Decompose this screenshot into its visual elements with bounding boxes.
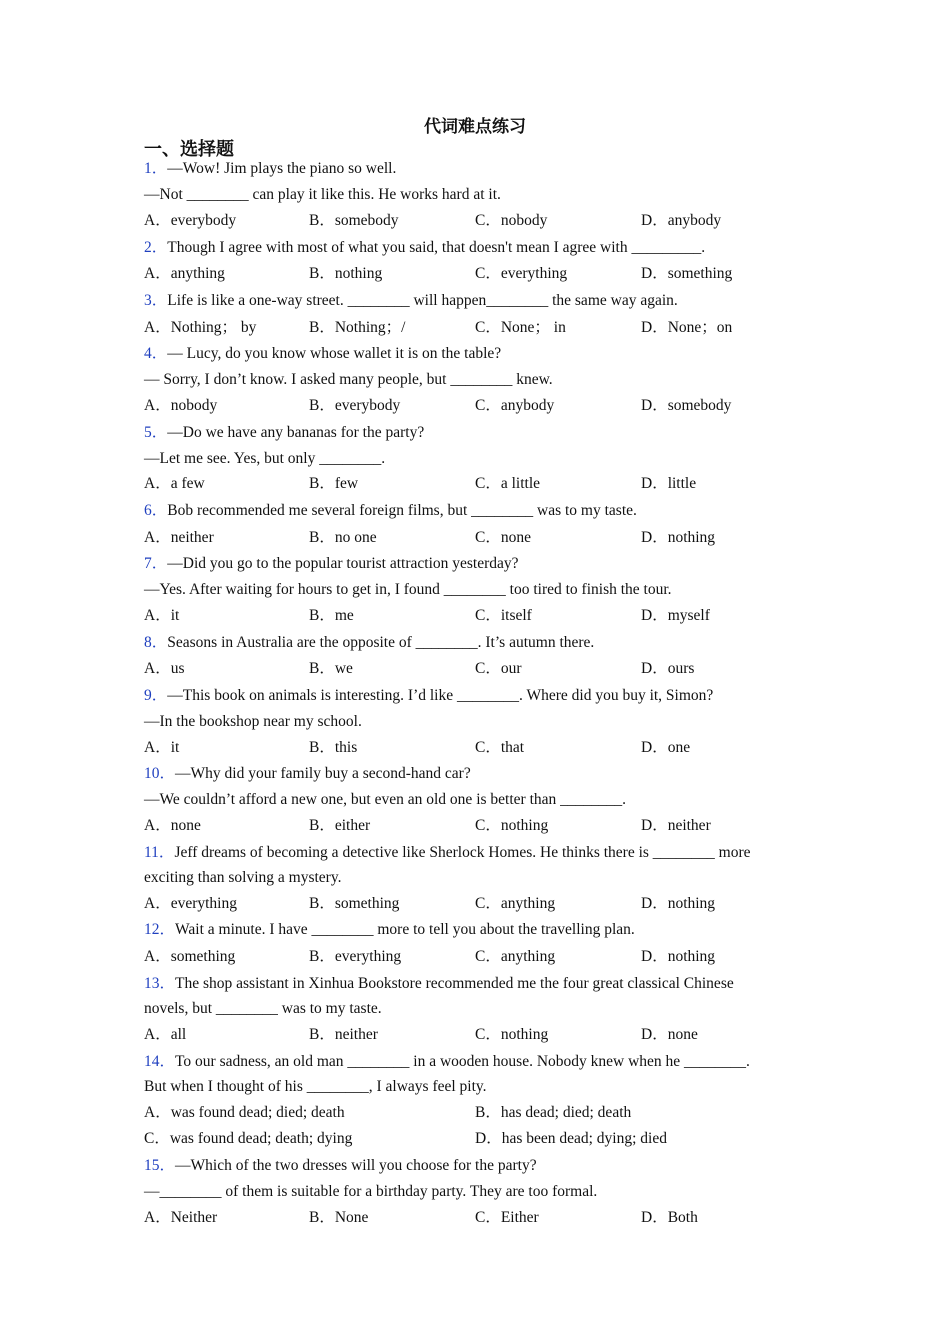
option-b[interactable]: B．we — [309, 660, 353, 677]
question-stem: 13．The shop assistant in Xinhua Bookstore recommended me the four great classical Chinese — [144, 975, 734, 992]
option-a[interactable]: A．Nothing； by — [144, 319, 257, 336]
question-number: 8． — [144, 634, 168, 651]
question-stem: 1．—Wow! Jim plays the piano so well. — [144, 160, 397, 177]
question-stem: 11．Jeff dreams of becoming a detective like Sherlock Homes. He thinks there is ________ more — [144, 844, 751, 861]
question-line: —Not ________ can play it like this. He works hard at it. — [144, 186, 501, 203]
question-stem: 3．Life is like a one-way street. ________ will happen________ the same way again. — [144, 292, 678, 309]
option-c[interactable]: C．nothing — [475, 1026, 549, 1043]
option-c[interactable]: C．None； in — [475, 319, 566, 336]
option-b[interactable]: B．no one — [309, 529, 377, 546]
question-line: exciting than solving a mystery. — [144, 869, 342, 886]
option-d[interactable]: D．nothing — [641, 948, 716, 965]
option-b[interactable]: B．me — [309, 607, 354, 624]
option-c[interactable]: C．everything — [475, 265, 568, 282]
option-a[interactable]: A．all — [144, 1026, 187, 1043]
question-stem: 10．—Why did your family buy a second-hand car? — [144, 765, 471, 782]
question-stem: 2．Though I agree with most of what you said, that doesn't mean I agree with _________. — [144, 239, 706, 256]
question-stem: 9．—This book on animals is interesting. I’d like ________. Where did you buy it, Simon? — [144, 687, 714, 704]
section-heading: 一、选择题 — [144, 139, 234, 159]
option-b[interactable]: B．neither — [309, 1026, 378, 1043]
option-b[interactable]: B．None — [309, 1209, 369, 1226]
question-stem: 14．To our sadness, an old man ________ in a wooden house. Nobody knew when he ________. — [144, 1053, 750, 1070]
option-b[interactable]: B．nothing — [309, 265, 383, 282]
option-b[interactable]: B．everything — [309, 948, 402, 965]
option-d[interactable]: D．ours — [641, 660, 695, 677]
option-d[interactable]: D．nothing — [641, 895, 716, 912]
question-number: 1． — [144, 160, 168, 177]
question-number: 6． — [144, 502, 168, 519]
option-d[interactable]: D．little — [641, 475, 697, 492]
option-d[interactable]: D．something — [641, 265, 733, 282]
option-c[interactable]: C．anything — [475, 895, 556, 912]
option-c[interactable]: C．a little — [475, 475, 541, 492]
option-c[interactable]: C．itself — [475, 607, 532, 624]
option-c[interactable]: C．anything — [475, 948, 556, 965]
question-number: 5． — [144, 424, 168, 441]
option-d[interactable]: D．one — [641, 739, 691, 756]
option-a[interactable]: A．Neither — [144, 1209, 218, 1226]
option-d[interactable]: D．neither — [641, 817, 711, 834]
question-number: 10． — [144, 765, 176, 782]
option-d[interactable]: D．has been dead; dying; died — [475, 1130, 667, 1147]
question-line: But when I thought of his ________, I always feel pity. — [144, 1078, 487, 1095]
option-d[interactable]: D．myself — [641, 607, 710, 624]
question-stem: 8．Seasons in Australia are the opposite of ________. It’s autumn there. — [144, 634, 595, 651]
option-d[interactable]: D．somebody — [641, 397, 732, 414]
option-b[interactable]: B．something — [309, 895, 400, 912]
option-d[interactable]: D．anybody — [641, 212, 722, 229]
option-c[interactable]: C．our — [475, 660, 522, 677]
option-b[interactable]: B．few — [309, 475, 359, 492]
option-c[interactable]: C．was found dead; death; dying — [144, 1130, 353, 1147]
option-b[interactable]: B．somebody — [309, 212, 399, 229]
option-a[interactable]: A．neither — [144, 529, 214, 546]
option-b[interactable]: B．either — [309, 817, 371, 834]
option-c[interactable]: C．none — [475, 529, 531, 546]
option-b[interactable]: B．this — [309, 739, 358, 756]
option-d[interactable]: D．Both — [641, 1209, 698, 1226]
option-a[interactable]: A．everything — [144, 895, 237, 912]
option-c[interactable]: C．anybody — [475, 397, 555, 414]
question-number: 11． — [144, 844, 175, 861]
question-line: —In the bookshop near my school. — [144, 713, 362, 730]
option-b[interactable]: B．everybody — [309, 397, 401, 414]
option-a[interactable]: A．was found dead; died; death — [144, 1104, 345, 1121]
question-line: —________ of them is suitable for a birthday party. They are too formal. — [144, 1183, 598, 1200]
question-number: 15． — [144, 1157, 176, 1174]
option-a[interactable]: A．something — [144, 948, 236, 965]
question-line: —Yes. After waiting for hours to get in, I found ________ too tired to finish the tour. — [144, 581, 672, 598]
option-c[interactable]: C．Either — [475, 1209, 539, 1226]
question-line: novels, but ________ was to my taste. — [144, 1000, 382, 1017]
option-c[interactable]: C．nothing — [475, 817, 549, 834]
option-c[interactable]: C．nobody — [475, 212, 548, 229]
question-stem: 15．—Which of the two dresses will you choose for the party? — [144, 1157, 537, 1174]
option-a[interactable]: A．everybody — [144, 212, 237, 229]
option-b[interactable]: B．has dead; died; death — [475, 1104, 632, 1121]
option-a[interactable]: A．nobody — [144, 397, 218, 414]
question-stem: 12．Wait a minute. I have ________ more to tell you about the travelling plan. — [144, 921, 635, 938]
question-number: 2． — [144, 239, 168, 256]
question-line: — Sorry, I don’t know. I asked many people, but ________ knew. — [144, 371, 553, 388]
question-number: 13． — [144, 975, 176, 992]
question-number: 12． — [144, 921, 176, 938]
question-number: 3． — [144, 292, 168, 309]
question-stem: 7．—Did you go to the popular tourist attraction yesterday? — [144, 555, 519, 572]
option-d[interactable]: D．None；on — [641, 319, 733, 336]
option-a[interactable]: A．anything — [144, 265, 225, 282]
question-number: 14． — [144, 1053, 176, 1070]
question-stem: 4．— Lucy, do you know whose wallet it is on the table? — [144, 345, 502, 362]
question-number: 7． — [144, 555, 168, 572]
question-line: —Let me see. Yes, but only ________. — [144, 450, 386, 467]
option-a[interactable]: A．none — [144, 817, 201, 834]
question-stem: 6．Bob recommended me several foreign films, but ________ was to my taste. — [144, 502, 637, 519]
option-c[interactable]: C．that — [475, 739, 525, 756]
option-a[interactable]: A．us — [144, 660, 185, 677]
option-a[interactable]: A．it — [144, 739, 180, 756]
page-title: 代词难点练习 — [424, 117, 526, 136]
question-line: —We couldn’t afford a new one, but even an old one is better than ________. — [144, 791, 626, 808]
question-stem: 5．—Do we have any bananas for the party? — [144, 424, 425, 441]
option-b[interactable]: B．Nothing；/ — [309, 319, 406, 336]
question-number: 9． — [144, 687, 168, 704]
option-a[interactable]: A．it — [144, 607, 180, 624]
option-d[interactable]: D．none — [641, 1026, 698, 1043]
option-a[interactable]: A．a few — [144, 475, 205, 492]
option-d[interactable]: D．nothing — [641, 529, 716, 546]
question-number: 4． — [144, 345, 168, 362]
